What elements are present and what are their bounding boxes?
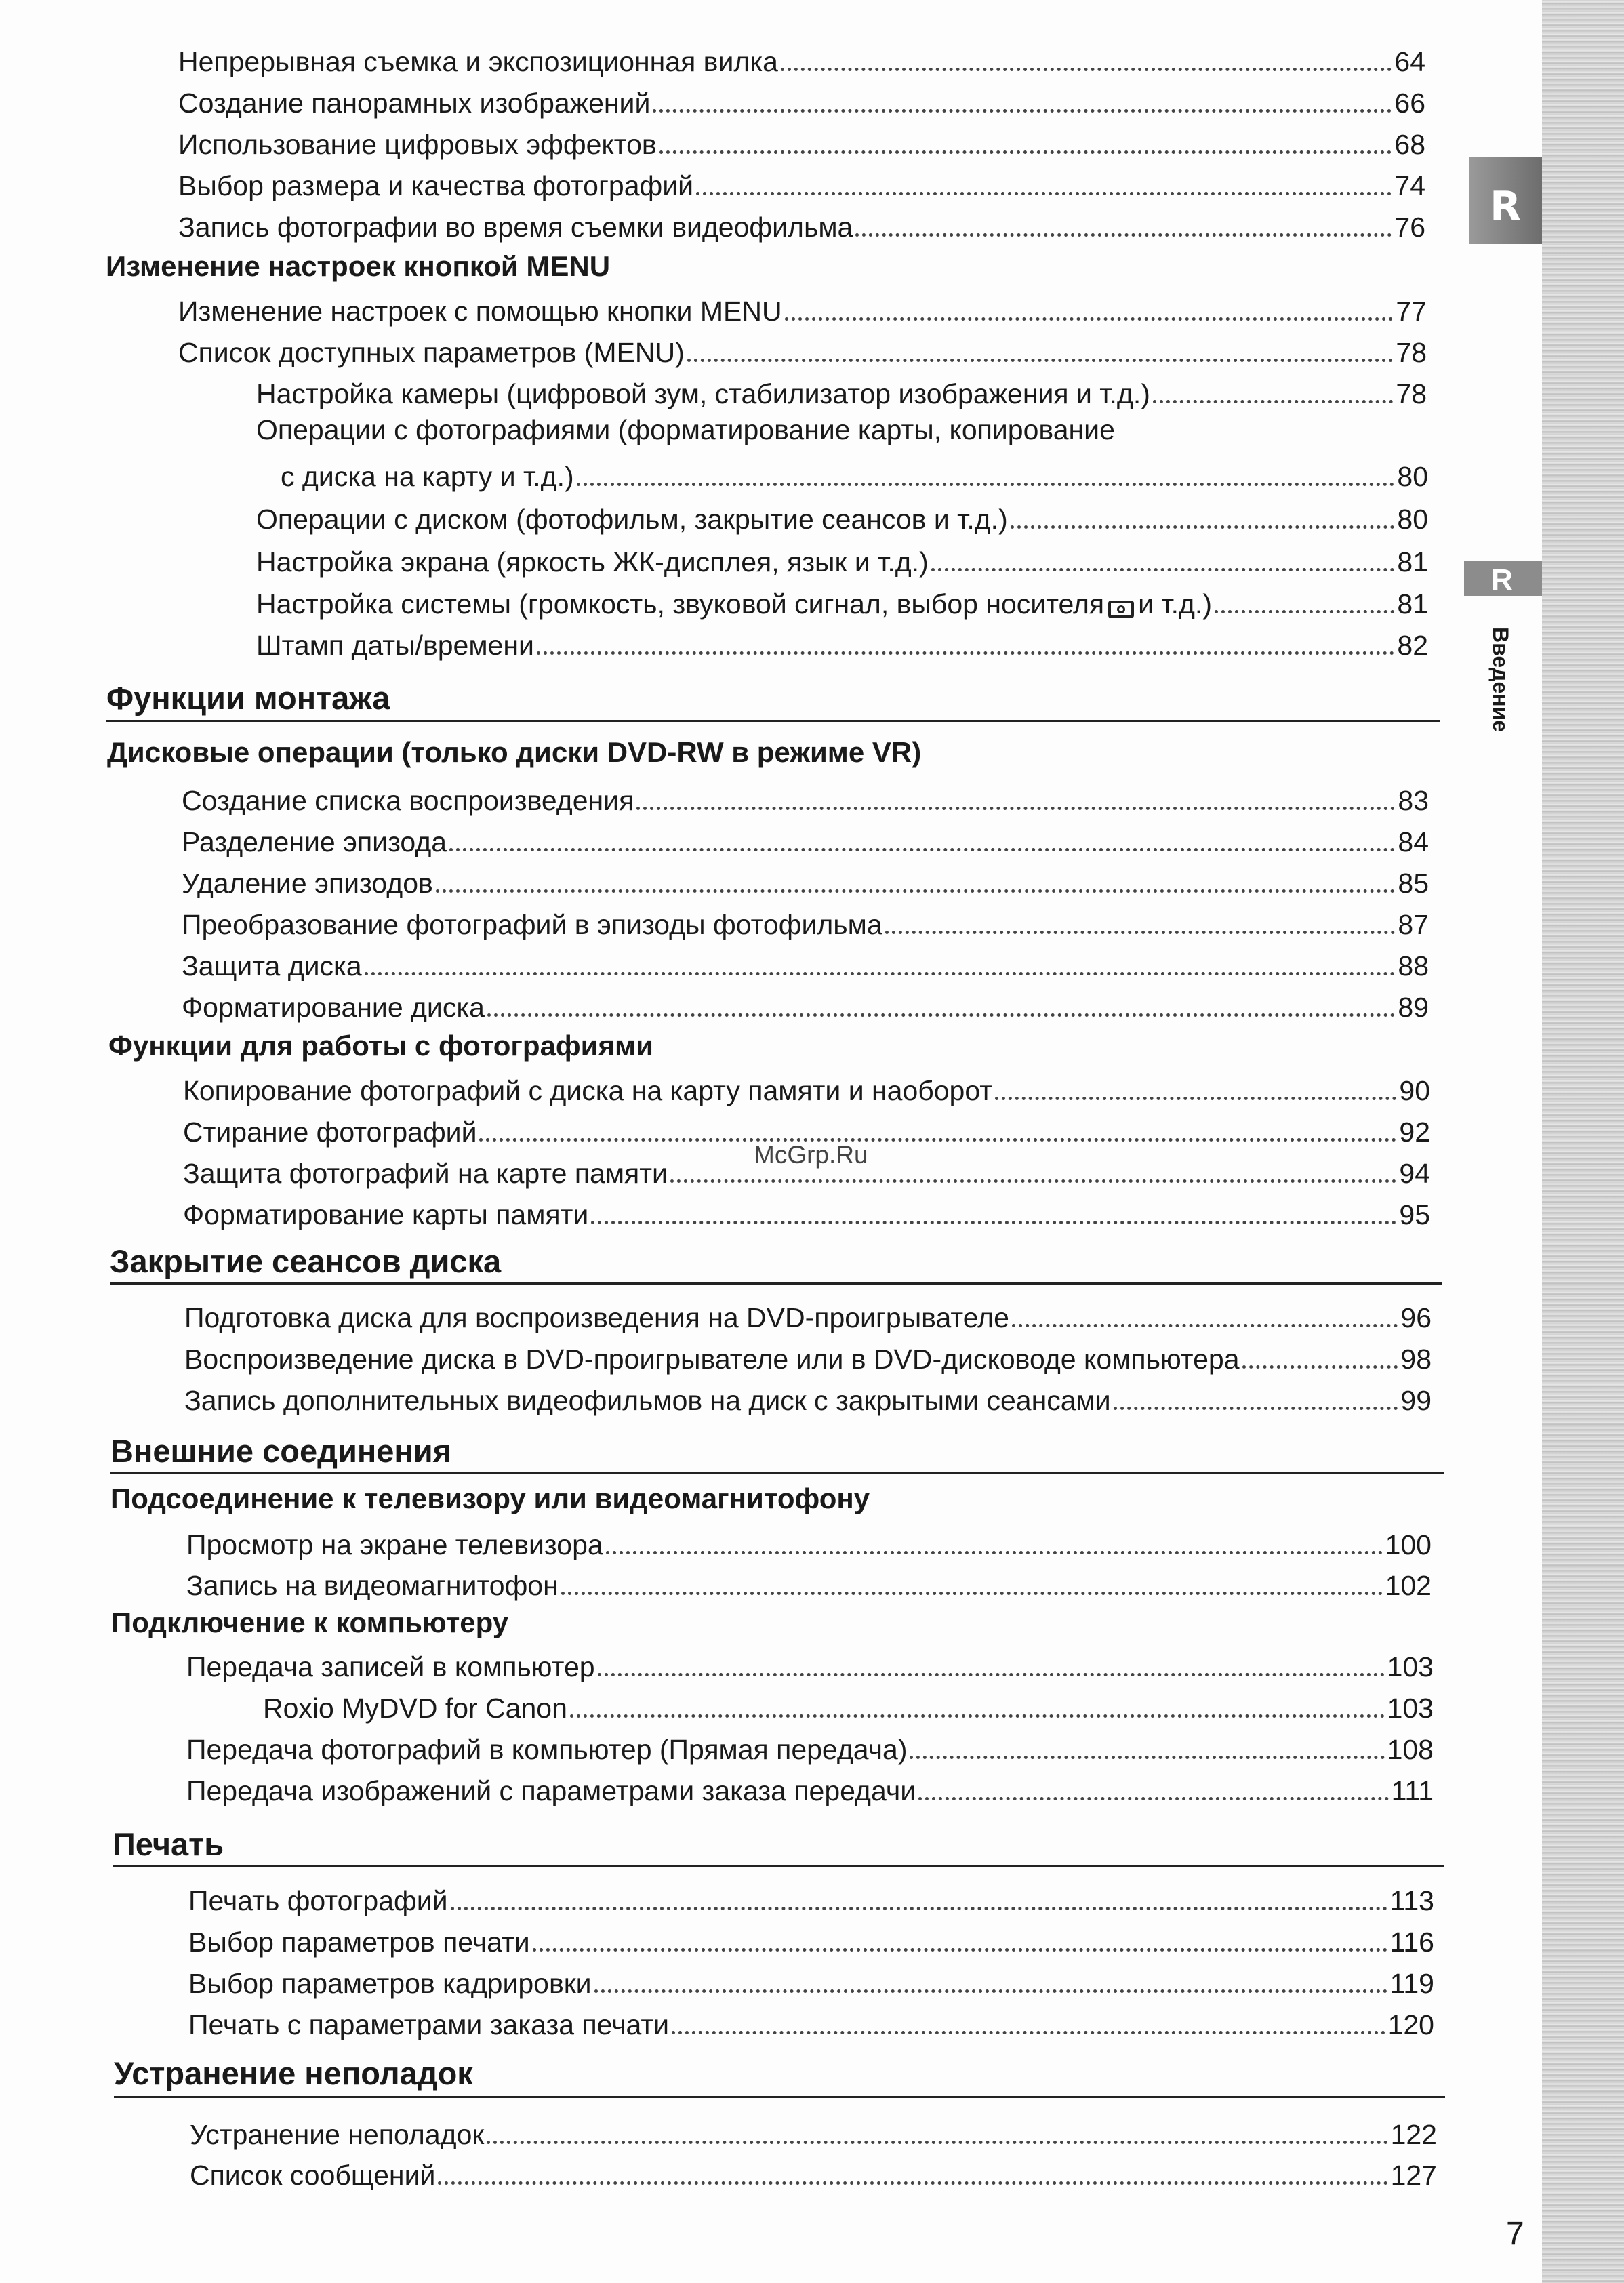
section-heading: Функции монтажа	[106, 680, 390, 716]
subsection-heading: Подсоединение к телевизору или видеомагнитофону	[110, 1482, 870, 1514]
toc-entry[interactable]: Выбор размера и качества фотографий 74	[178, 170, 1425, 201]
toc-entry[interactable]: Непрерывная съемка и экспозиционная вилка 64	[178, 46, 1425, 77]
toc-entry[interactable]: Разделение эпизода 84	[182, 826, 1429, 857]
toc-entry[interactable]: Запись дополнительных видеофильмов на диск с закрытыми сеансами 99	[184, 1385, 1432, 1416]
toc-entry[interactable]: Удаление эпизодов 85	[182, 868, 1429, 899]
toc-entry[interactable]: Защита диска 88	[182, 950, 1429, 982]
toc-entry[interactable]: Использование цифровых эффектов 68	[178, 129, 1425, 160]
toc-entry[interactable]: Копирование фотографий с диска на карту памяти и наоборот 90	[183, 1075, 1430, 1106]
toc-entry[interactable]: с диска на карту и т.д.) 80	[281, 461, 1428, 492]
toc-entry[interactable]: Защита фотографий на карте памяти 94	[183, 1158, 1430, 1189]
subsection-heading: Изменение настроек кнопкой MENU	[106, 250, 611, 282]
section-divider	[110, 1472, 1444, 1474]
section-heading: Внешние соединения	[110, 1433, 452, 1469]
page-edge-strip	[1542, 0, 1624, 2283]
toc-entry[interactable]: Операции с диском (фотофильм, закрытие сеансов и т.д.) 80	[256, 504, 1428, 535]
toc-entry[interactable]: Передача записей в компьютер 103	[186, 1651, 1434, 1682]
chapter-tab-secondary[interactable]: R	[1464, 561, 1542, 596]
toc-entry[interactable]: Список доступных параметров (MENU) 78	[178, 337, 1427, 368]
section-divider	[110, 1282, 1442, 1285]
section-divider	[114, 2096, 1445, 2098]
toc-entry[interactable]: Запись на видеомагнитофон 102	[186, 1570, 1432, 1601]
section-heading: Печать	[113, 1826, 224, 1862]
toc-entry[interactable]: Roxio MyDVD for Canon 103	[263, 1693, 1434, 1724]
camera-card-icon	[1108, 601, 1134, 618]
toc-entry[interactable]: Просмотр на экране телевизора 100	[186, 1529, 1432, 1560]
toc-entry[interactable]: Форматирование карты памяти 95	[183, 1199, 1430, 1230]
subsection-heading: Дисковые операции (только диски DVD-RW в режиме VR)	[107, 736, 922, 768]
toc-entry[interactable]: Выбор параметров кадрировки 119	[188, 1968, 1434, 1999]
toc-entry[interactable]: Печать фотографий 113	[188, 1885, 1434, 1916]
page-number: 7	[1506, 2216, 1524, 2252]
subsection-heading: Функции для работы с фотографиями	[108, 1030, 653, 1062]
toc-entry[interactable]: Передача фотографий в компьютер (Прямая передача) 108	[186, 1734, 1434, 1765]
toc-entry[interactable]: Выбор параметров печати 116	[188, 1926, 1434, 1958]
watermark: McGrp.Ru	[754, 1141, 868, 1169]
toc-entry[interactable]: Настройка камеры (цифровой зум, стабилизатор изображения и т.д.) 78	[256, 378, 1427, 409]
chapter-side-label: Введение	[1488, 627, 1513, 733]
toc-entry-line: Операции с фотографиями (форматирование карты, копирование	[256, 414, 1115, 445]
toc-entry[interactable]: Печать с параметрами заказа печати 120	[188, 2009, 1434, 2040]
section-divider	[113, 1865, 1444, 1867]
toc-entry[interactable]: Устранение неполадок 122	[190, 2119, 1437, 2150]
section-divider	[106, 720, 1440, 722]
toc-entry[interactable]: Настройка экрана (яркость ЖК-дисплея, язык и т.д.) 81	[256, 546, 1428, 578]
toc-entry[interactable]: Список сообщений 127	[190, 2160, 1437, 2191]
toc-entry[interactable]: Штамп даты/времени 82	[256, 630, 1428, 661]
toc-entry[interactable]: Передача изображений с параметрами заказа передачи 111	[186, 1775, 1434, 1806]
toc-entry[interactable]: Форматирование диска 89	[182, 992, 1429, 1023]
toc-entry[interactable]: Настройка системы (громкость, звуковой сигнал, выбор носителя и т.д.) 81	[256, 588, 1428, 620]
toc-entry[interactable]: Воспроизведение диска в DVD-проигрывателе или в DVD-дисководе компьютера 98	[184, 1343, 1432, 1375]
toc-entry[interactable]: Создание панорамных изображений 66	[178, 87, 1425, 119]
chapter-tab[interactable]: R	[1469, 157, 1542, 244]
toc-entry[interactable]: Создание списка воспроизведения 83	[182, 785, 1429, 816]
toc-entry[interactable]: Изменение настроек с помощью кнопки MENU 77	[178, 296, 1427, 327]
section-heading: Закрытие сеансов диска	[110, 1243, 502, 1279]
section-heading: Устранение неполадок	[114, 2055, 473, 2091]
toc-entry[interactable]: Стирание фотографий 92	[183, 1116, 1430, 1148]
subsection-heading: Подключение к компьютеру	[111, 1607, 509, 1638]
toc-entry[interactable]: Подготовка диска для воспроизведения на DVD-проигрывателе 96	[184, 1302, 1432, 1333]
toc-entry[interactable]: Преобразование фотографий в эпизоды фотофильма 87	[182, 909, 1429, 940]
toc-entry[interactable]: Запись фотографии во время съемки видеофильма 76	[178, 211, 1425, 243]
